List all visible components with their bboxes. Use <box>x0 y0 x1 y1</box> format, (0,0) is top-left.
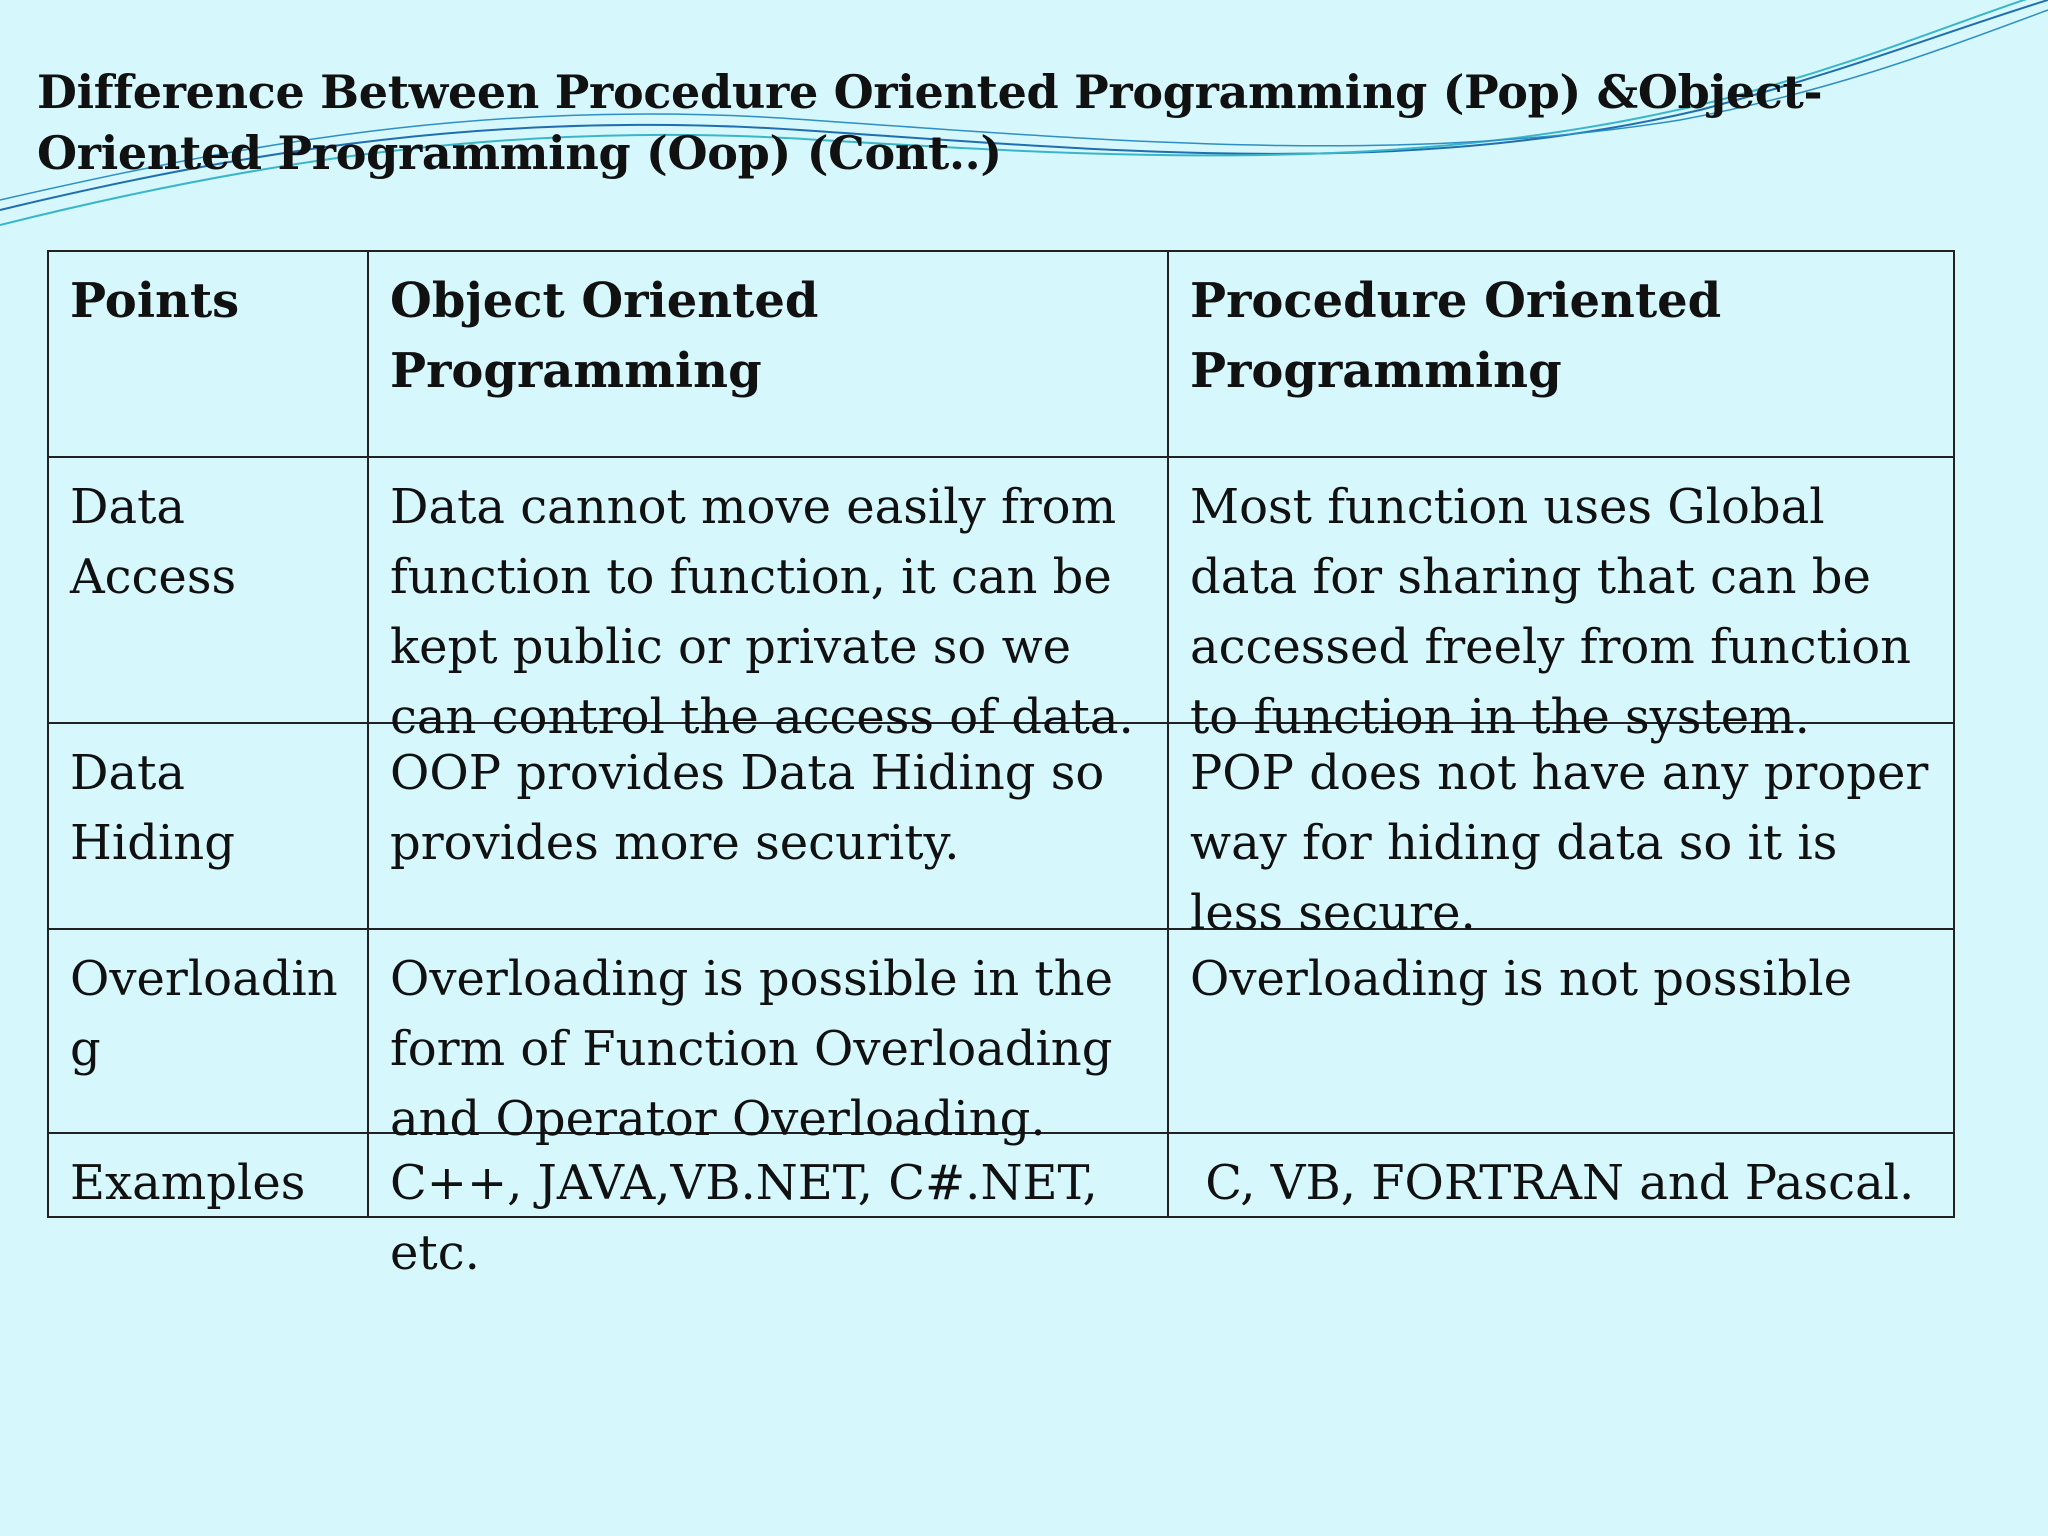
row-pop: Overloading is not possible <box>1168 929 1954 1133</box>
table-row <box>48 723 1954 929</box>
row-point: Data Access <box>48 457 368 723</box>
header-oop: Object Oriented Programming <box>368 251 1168 457</box>
header-pop: Procedure Oriented Programming <box>1168 251 1954 457</box>
page-title: Difference Between Procedure Oriented Programming (Pop) &Object-Oriented Programming (Oop) (Cont..) <box>37 65 1823 180</box>
row-oop: Overloading is possible in the form of Function Overloading and Operator Overloading. <box>368 929 1168 1133</box>
row-oop: Data cannot move easily from function to function, it can be kept public or private so we can control the access of data. <box>368 457 1168 723</box>
table-row <box>48 457 1954 723</box>
row-point: Overloading <box>48 929 368 1133</box>
table-header-row <box>48 251 1954 457</box>
row-point: Data Hiding <box>48 723 368 929</box>
row-pop: C, VB, FORTRAN and Pascal. <box>1168 1133 1954 1217</box>
row-oop: C++, JAVA,VB.NET, C#.NET, etc. <box>368 1133 1168 1217</box>
row-pop: Most function uses Global data for sharing that can be accessed freely from function to function in the system. <box>1168 457 1954 723</box>
row-oop: OOP provides Data Hiding so provides more security. <box>368 723 1168 929</box>
row-pop: POP does not have any proper way for hiding data so it is less secure. <box>1168 723 1954 929</box>
comparison-table <box>47 250 1955 1281</box>
row-point: Examples <box>48 1133 368 1217</box>
header-points: Points <box>48 251 368 457</box>
table-row <box>48 929 1954 1133</box>
